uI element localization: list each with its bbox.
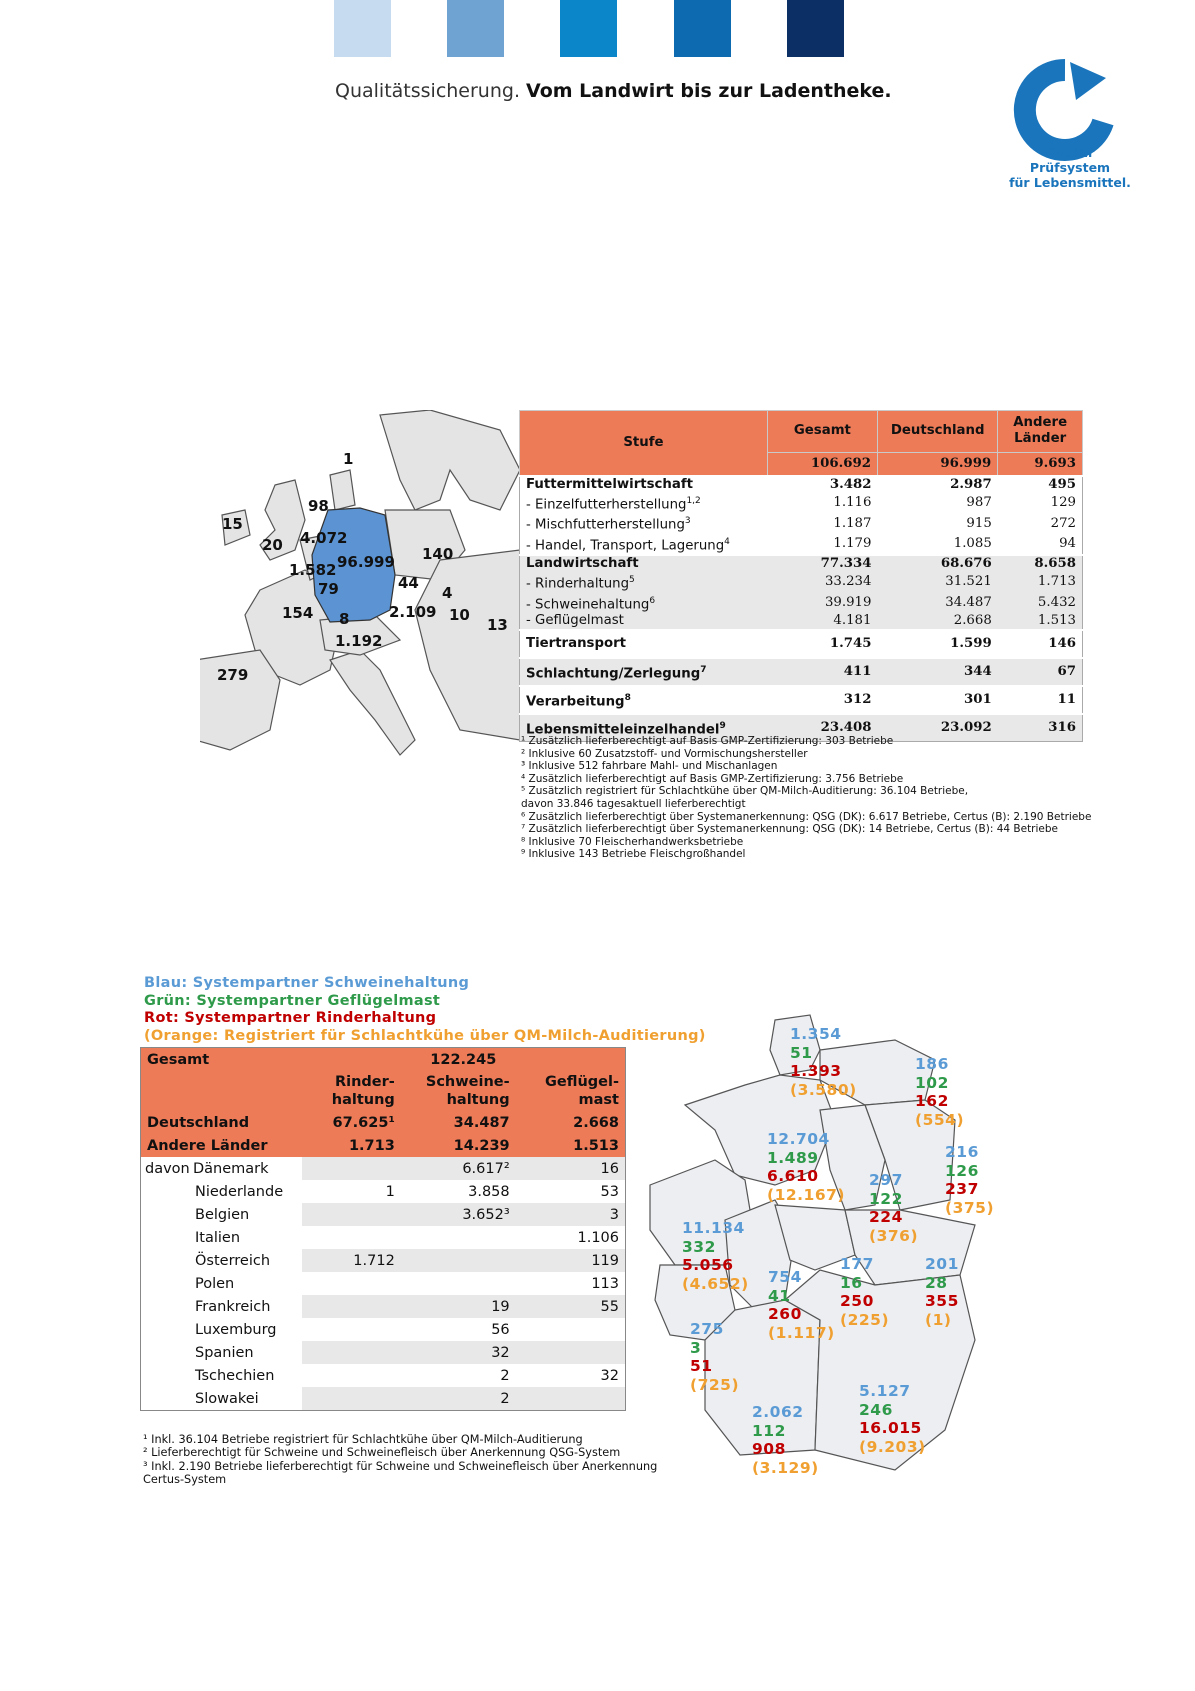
row-value: 495 bbox=[1048, 477, 1076, 492]
section-title-row bbox=[520, 630, 1083, 658]
footnote: ³ Inklusive 512 fahrbare Mahl- und Mischanlagen bbox=[521, 760, 778, 773]
country-row bbox=[141, 1157, 626, 1180]
section-sub-label bbox=[520, 513, 768, 533]
eu-label: 44 bbox=[398, 574, 419, 592]
total-deutschland: 96.999 bbox=[877, 452, 997, 476]
region-value-orange: (725) bbox=[690, 1375, 740, 1394]
country-row bbox=[141, 1180, 626, 1203]
country-cell bbox=[141, 1226, 302, 1249]
section-sub-row bbox=[520, 572, 1083, 592]
region-value-red: 1.393 bbox=[790, 1062, 842, 1080]
row-label: - Einzelfutterherstellung bbox=[526, 497, 687, 513]
country-value bbox=[516, 1318, 626, 1341]
region-value-green: 332 bbox=[682, 1237, 716, 1256]
region-value-red: 5.056 bbox=[682, 1256, 734, 1274]
country-cell bbox=[141, 1157, 302, 1180]
legend-blue: Blau: Systempartner Schweinehaltung bbox=[144, 975, 470, 991]
deutschland-row bbox=[141, 1111, 626, 1134]
region-value-orange: (12.167) bbox=[767, 1185, 845, 1204]
italy-shape bbox=[330, 650, 415, 755]
deutschland-gefluegel: 2.668 bbox=[516, 1111, 626, 1134]
row-label: - Mischfutterherstellung bbox=[526, 517, 685, 533]
section-sub-label bbox=[520, 572, 768, 592]
section-sub-label bbox=[520, 534, 768, 555]
eu-label: 4 bbox=[442, 584, 453, 602]
country-value bbox=[516, 1341, 626, 1364]
row-value: 272 bbox=[1050, 515, 1076, 531]
country-value: 16 bbox=[516, 1157, 626, 1180]
region-value-orange: (9.203) bbox=[859, 1437, 926, 1456]
row-value: 2.668 bbox=[953, 613, 992, 629]
davon-label: davon bbox=[145, 1160, 190, 1177]
section-sub-row bbox=[520, 593, 1083, 613]
row-value: 3.482 bbox=[829, 477, 872, 492]
country-cell bbox=[141, 1387, 302, 1411]
region-value-orange: (376) bbox=[869, 1226, 919, 1245]
row-value: 1.179 bbox=[833, 536, 872, 552]
row-value: 1.085 bbox=[953, 536, 992, 552]
country-value bbox=[401, 1226, 516, 1249]
iberia-shape bbox=[200, 650, 280, 750]
row-value: 4.181 bbox=[833, 613, 872, 629]
footnote-ref: 3 bbox=[684, 516, 691, 527]
region-value-green: 28 bbox=[925, 1273, 948, 1292]
section-title bbox=[520, 686, 768, 714]
footnote: ⁷ Zusätzlich lieferberechtigt über Systemanerkennung: QSG (DK): 14 Betriebe, Certus (B): 44 Betriebe bbox=[521, 823, 1059, 836]
eu-label: 96.999 bbox=[337, 553, 395, 571]
country-value bbox=[302, 1341, 401, 1364]
region-value-blue: 1.354 bbox=[790, 1025, 842, 1043]
section-title-row bbox=[520, 476, 1083, 493]
andere-gefluegel: 1.513 bbox=[516, 1134, 626, 1157]
eu-label: 140 bbox=[422, 545, 454, 563]
col-header-schweine: Schweine- haltung bbox=[401, 1071, 516, 1111]
total-andere: 9.693 bbox=[998, 452, 1083, 476]
country-row bbox=[141, 1318, 626, 1341]
col-header-gefluegel: Geflügel- mast bbox=[516, 1071, 626, 1111]
country-cell bbox=[141, 1364, 302, 1387]
row-value: 31.521 bbox=[945, 574, 992, 590]
table-systempartner bbox=[140, 1047, 626, 1411]
country-row bbox=[141, 1226, 626, 1249]
country-row bbox=[141, 1364, 626, 1387]
denmark-shape bbox=[330, 470, 355, 510]
section-sub-row bbox=[520, 534, 1083, 555]
footnote: ¹ Inkl. 36.104 Betriebe registriert für Schlachtkühe über QM-Milch-Auditierung bbox=[143, 1433, 583, 1446]
row-value: 915 bbox=[966, 515, 992, 531]
region-value-blue: 177 bbox=[840, 1255, 874, 1273]
andere-row bbox=[141, 1134, 626, 1157]
country-cell bbox=[141, 1341, 302, 1364]
footnote: ² Lieferberechtigt für Schweine und Schweinefleisch über Anerkennung QSG-System bbox=[143, 1446, 621, 1460]
eu-label: 20 bbox=[262, 536, 283, 554]
country-cell bbox=[141, 1249, 302, 1272]
country-cell bbox=[141, 1180, 302, 1203]
section-title bbox=[520, 476, 768, 493]
country-value: 2 bbox=[500, 1367, 510, 1384]
region-value-green: 41 bbox=[768, 1286, 791, 1305]
country-name: Niederlande bbox=[195, 1183, 284, 1200]
region-value-green: 102 bbox=[915, 1073, 949, 1092]
country-name: Frankreich bbox=[195, 1298, 271, 1315]
header-deutschland: Deutschland bbox=[877, 411, 997, 453]
footnote: Certus-System bbox=[143, 1472, 227, 1486]
row-value: 23.408 bbox=[820, 720, 872, 736]
country-rows bbox=[141, 1157, 626, 1411]
row-value: 1.187 bbox=[833, 515, 872, 531]
footnote: ⁵ Zusätzlich registriert für Schlachtkühe über QM-Milch-Auditierung: 36.104 Betriebe, bbox=[521, 785, 969, 798]
country-name: Italien bbox=[195, 1229, 241, 1246]
row-value: 1.513 bbox=[1037, 613, 1076, 629]
region-value-red: 6.610 bbox=[767, 1167, 819, 1185]
eu-label: 154 bbox=[282, 604, 314, 622]
country-name: Belgien bbox=[195, 1206, 250, 1223]
row-label: Schlachtung/Zerlegung bbox=[526, 666, 701, 682]
country-name: Tschechien bbox=[195, 1367, 275, 1384]
region-value-green: 246 bbox=[859, 1400, 893, 1419]
region-value-blue: 11.134 bbox=[682, 1219, 745, 1237]
qs-logo-text bbox=[1005, 145, 1135, 190]
row-value: 987 bbox=[966, 495, 992, 511]
color-block-3 bbox=[560, 0, 617, 57]
country-value: 6.617² bbox=[401, 1157, 516, 1180]
row-value: 2.987 bbox=[950, 477, 992, 492]
region-value-red: 355 bbox=[925, 1292, 959, 1310]
country-value bbox=[302, 1157, 401, 1180]
eu-label: 4.072 bbox=[300, 529, 348, 547]
tagline-regular: Qualitätssicherung. bbox=[335, 80, 520, 102]
region-value-red: 224 bbox=[869, 1208, 903, 1226]
country-value: 56 bbox=[491, 1321, 510, 1338]
region-value-red: 162 bbox=[915, 1092, 949, 1110]
row-value: 23.092 bbox=[940, 720, 992, 736]
country-value: 3 bbox=[516, 1203, 626, 1226]
section-title bbox=[520, 630, 768, 658]
section-sub-row bbox=[520, 513, 1083, 533]
col-header-rinder: Rinder- haltung bbox=[302, 1071, 401, 1111]
legend-red: Rot: Systempartner Rinderhaltung bbox=[144, 1010, 437, 1026]
country-value: 32 bbox=[401, 1341, 516, 1364]
qs-logo-line2: für Lebensmittel. bbox=[1009, 175, 1131, 190]
row-value: 1.599 bbox=[950, 636, 992, 652]
section-title bbox=[520, 555, 768, 572]
country-value: 19 bbox=[401, 1295, 516, 1318]
row-label: Tiertransport bbox=[526, 636, 627, 652]
region-value-blue: 297 bbox=[869, 1171, 903, 1189]
country-value bbox=[302, 1364, 401, 1387]
region-value-green: 51 bbox=[790, 1043, 813, 1062]
country-row bbox=[141, 1272, 626, 1295]
country-value bbox=[401, 1249, 516, 1272]
country-value: 3.858 bbox=[468, 1183, 510, 1200]
region-value-red: 237 bbox=[945, 1180, 979, 1198]
country-row bbox=[141, 1249, 626, 1272]
country-value: 119 bbox=[516, 1249, 626, 1272]
footnote: ⁹ Inklusive 143 Betriebe Fleischgroßhandel bbox=[521, 848, 746, 861]
country-cell bbox=[141, 1272, 302, 1295]
row-label: Verarbeitung bbox=[526, 694, 625, 710]
eu-label: 98 bbox=[308, 497, 329, 515]
country-value bbox=[302, 1295, 401, 1318]
region-value-orange: (4.652) bbox=[682, 1274, 749, 1293]
eu-label: 1 bbox=[343, 450, 354, 468]
country-cell bbox=[141, 1203, 302, 1226]
row-label: Futtermittelwirtschaft bbox=[526, 477, 694, 492]
header-andere: Andere Länder bbox=[998, 411, 1083, 453]
color-block-2 bbox=[447, 0, 504, 57]
country-value bbox=[401, 1272, 516, 1295]
col-header-row bbox=[141, 1071, 626, 1111]
country-value: 1.106 bbox=[577, 1229, 619, 1246]
deutschland-schweine: 34.487 bbox=[401, 1111, 516, 1134]
footnote-ref: 9 bbox=[719, 720, 726, 731]
table-stufen bbox=[519, 410, 1083, 742]
footnote: davon 33.846 tagesaktuell lieferberechtigt bbox=[521, 798, 746, 810]
region-value-red: 908 bbox=[752, 1440, 786, 1458]
eu-label: 8 bbox=[339, 610, 350, 628]
row-value: 1.745 bbox=[829, 636, 872, 652]
legend-orange: (Orange: Registriert für Schlachtkühe über QM-Milch-Auditierung) bbox=[144, 1028, 706, 1044]
row-label: - Schweinehaltung bbox=[526, 597, 650, 613]
country-value: 53 bbox=[600, 1183, 619, 1200]
country-value: 2 bbox=[401, 1387, 516, 1411]
country-value bbox=[302, 1203, 401, 1226]
row-value: 5.432 bbox=[1037, 594, 1076, 610]
region-value-blue: 201 bbox=[925, 1255, 959, 1273]
row-value: 344 bbox=[964, 664, 992, 680]
country-value bbox=[302, 1318, 401, 1341]
region-value-orange: (1.117) bbox=[768, 1323, 835, 1342]
row-label: Lebensmitteleinzelhandel bbox=[526, 722, 720, 738]
row-value: 312 bbox=[843, 692, 872, 708]
footnote-ref: 6 bbox=[649, 595, 656, 606]
country-value: 113 bbox=[591, 1275, 619, 1292]
gesamt-value: 122.245 bbox=[302, 1048, 626, 1072]
country-name: Österreich bbox=[195, 1252, 271, 1269]
country-value bbox=[302, 1387, 401, 1411]
row-label: Landwirtschaft bbox=[526, 556, 639, 572]
gesamt-row bbox=[141, 1048, 626, 1072]
section-sub-label bbox=[520, 493, 768, 513]
region-value-blue: 12.704 bbox=[767, 1130, 830, 1148]
eu-label: 1.192 bbox=[335, 632, 383, 650]
country-value bbox=[302, 1272, 401, 1295]
country-row bbox=[141, 1295, 626, 1318]
row-value: 34.487 bbox=[945, 594, 992, 610]
row-label: - Rinderhaltung bbox=[526, 576, 630, 592]
europe-map bbox=[200, 410, 520, 780]
row-value: 129 bbox=[1050, 495, 1076, 511]
andere-schweine: 14.239 bbox=[401, 1134, 516, 1157]
color-block-1 bbox=[334, 0, 391, 57]
region-value-orange: (3.580) bbox=[790, 1080, 857, 1099]
eu-label: 2.109 bbox=[389, 603, 437, 621]
region-value-blue: 5.127 bbox=[859, 1382, 911, 1400]
legend-green: Grün: Systempartner Geflügelmast bbox=[144, 993, 441, 1009]
row-value: 146 bbox=[1048, 636, 1076, 652]
color-block-4 bbox=[674, 0, 731, 57]
country-value: 1 bbox=[385, 1183, 395, 1200]
tagline bbox=[335, 80, 892, 102]
east-europe-shape bbox=[415, 550, 520, 740]
country-name: Dänemark bbox=[193, 1160, 269, 1177]
footnote: ⁴ Zusätzlich lieferberechtigt auf Basis GMP-Zertifizierung: 3.756 Betriebe bbox=[521, 772, 904, 785]
table-header-row bbox=[520, 411, 1083, 453]
country-row bbox=[141, 1203, 626, 1226]
row-value: 94 bbox=[1059, 536, 1076, 552]
region-value-orange: (375) bbox=[945, 1198, 995, 1217]
country-value: 32 bbox=[600, 1367, 619, 1384]
country-name: Spanien bbox=[195, 1344, 254, 1361]
tagline-bold: Vom Landwirt bis zur Ladentheke. bbox=[526, 80, 892, 102]
row-value: 77.334 bbox=[820, 556, 872, 572]
footnote: ¹ Zusätzlich lieferberechtigt auf Basis GMP-Zertifizierung: 303 Betriebe bbox=[521, 735, 894, 747]
header-gesamt: Gesamt bbox=[767, 411, 877, 453]
region-value-blue: 186 bbox=[915, 1055, 949, 1073]
region-value-blue: 2.062 bbox=[752, 1403, 804, 1421]
country-value: 55 bbox=[516, 1295, 626, 1318]
row-label: - Handel, Transport, Lagerung bbox=[526, 538, 725, 554]
footnote: ⁸ Inklusive 70 Fleischerhandwerksbetriebe bbox=[521, 835, 744, 848]
eu-label: 15 bbox=[222, 515, 243, 533]
footnote-ref: 4 bbox=[724, 536, 730, 547]
row-value: 1.116 bbox=[833, 495, 872, 511]
region-value-blue: 216 bbox=[945, 1143, 979, 1161]
section-title-row bbox=[520, 658, 1083, 686]
andere-rinder: 1.713 bbox=[302, 1134, 401, 1157]
country-name: Luxemburg bbox=[195, 1321, 277, 1338]
region-value-orange: (3.129) bbox=[752, 1458, 819, 1477]
region-value-orange: (225) bbox=[840, 1310, 890, 1329]
deutschland-rinder: 67.625¹ bbox=[302, 1111, 401, 1134]
country-name: Polen bbox=[195, 1275, 235, 1292]
eu-label: 13 bbox=[487, 616, 508, 634]
region-value-orange: (554) bbox=[915, 1110, 965, 1129]
scandinavia-shape bbox=[380, 410, 520, 510]
section-sub-row bbox=[520, 613, 1083, 630]
section-title-row bbox=[520, 555, 1083, 572]
row-value: 411 bbox=[843, 664, 872, 680]
country-value bbox=[516, 1387, 626, 1411]
row-value: 67 bbox=[1057, 664, 1076, 680]
country-row bbox=[141, 1341, 626, 1364]
row-value: 301 bbox=[964, 692, 992, 708]
region-value-green: 126 bbox=[945, 1161, 979, 1180]
eu-label: 1.582 bbox=[289, 561, 337, 579]
region-value-red: 260 bbox=[768, 1305, 802, 1323]
country-name: Slowakei bbox=[195, 1390, 259, 1407]
country-value: 3.652³ bbox=[401, 1203, 516, 1226]
andere-label: Andere Länder bbox=[141, 1134, 302, 1157]
row-value: 8.658 bbox=[1034, 556, 1076, 572]
footnote-ref: 1,2 bbox=[686, 496, 701, 506]
region-value-red: 250 bbox=[840, 1292, 874, 1310]
footnote-ref: 7 bbox=[700, 664, 707, 675]
region-value-red: 16.015 bbox=[859, 1419, 922, 1437]
region-value-green: 16 bbox=[840, 1273, 863, 1292]
row-value: 11 bbox=[1057, 692, 1076, 708]
country-cell bbox=[141, 1318, 302, 1341]
footnote: ⁶ Zusätzlich lieferberechtigt über Systemanerkennung: QSG (DK): 6.617 Betriebe, Certus (B): 2.190 Betriebe bbox=[521, 810, 1092, 823]
header-stufe: Stufe bbox=[520, 411, 768, 477]
section-sub-row bbox=[520, 493, 1083, 513]
region-value-green: 1.489 bbox=[767, 1148, 819, 1167]
region-value-green: 112 bbox=[752, 1421, 786, 1440]
eu-label: 79 bbox=[318, 580, 339, 598]
country-value: 1.712 bbox=[302, 1249, 401, 1272]
country-value bbox=[302, 1226, 401, 1249]
deutschland-label: Deutschland bbox=[141, 1111, 302, 1134]
footnote-ref: 8 bbox=[624, 692, 631, 703]
eu-label: 10 bbox=[449, 606, 470, 624]
footnote: ² Inklusive 60 Zusatzstoff- und Vormischungshersteller bbox=[521, 747, 808, 760]
row-value: 316 bbox=[1048, 720, 1076, 736]
row-value: 33.234 bbox=[824, 574, 872, 590]
region-value-green: 3 bbox=[690, 1338, 702, 1357]
row-value: 68.676 bbox=[940, 556, 992, 572]
footnote-ref: 5 bbox=[629, 575, 635, 586]
country-cell bbox=[141, 1295, 302, 1318]
row-value: 39.919 bbox=[824, 594, 872, 610]
de-sn bbox=[845, 1210, 975, 1285]
total-gesamt: 106.692 bbox=[767, 452, 877, 476]
region-value-red: 51 bbox=[690, 1357, 713, 1375]
eu-label: 279 bbox=[217, 666, 249, 684]
qs-logo-line1: QS. Ihr Prüfsystem bbox=[1029, 145, 1111, 175]
footnote: ³ Inkl. 2.190 Betriebe lieferberechtigt für Schweine und Schweinefleisch über Anerkennung bbox=[143, 1459, 658, 1473]
gesamt-label: Gesamt bbox=[141, 1048, 302, 1072]
region-value-green: 122 bbox=[869, 1189, 903, 1208]
region-value-blue: 275 bbox=[690, 1320, 724, 1338]
color-block-5 bbox=[787, 0, 844, 57]
region-value-blue: 754 bbox=[768, 1268, 802, 1286]
section-sub-label bbox=[520, 593, 768, 613]
country-row bbox=[141, 1387, 626, 1411]
section-sub-label bbox=[520, 613, 768, 630]
region-value-orange: (1) bbox=[925, 1310, 952, 1329]
row-label: - Geflügelmast bbox=[526, 613, 624, 629]
section-title-row bbox=[520, 686, 1083, 714]
table-body bbox=[520, 476, 1083, 742]
section-title bbox=[520, 658, 768, 686]
row-value: 1.713 bbox=[1037, 574, 1076, 590]
